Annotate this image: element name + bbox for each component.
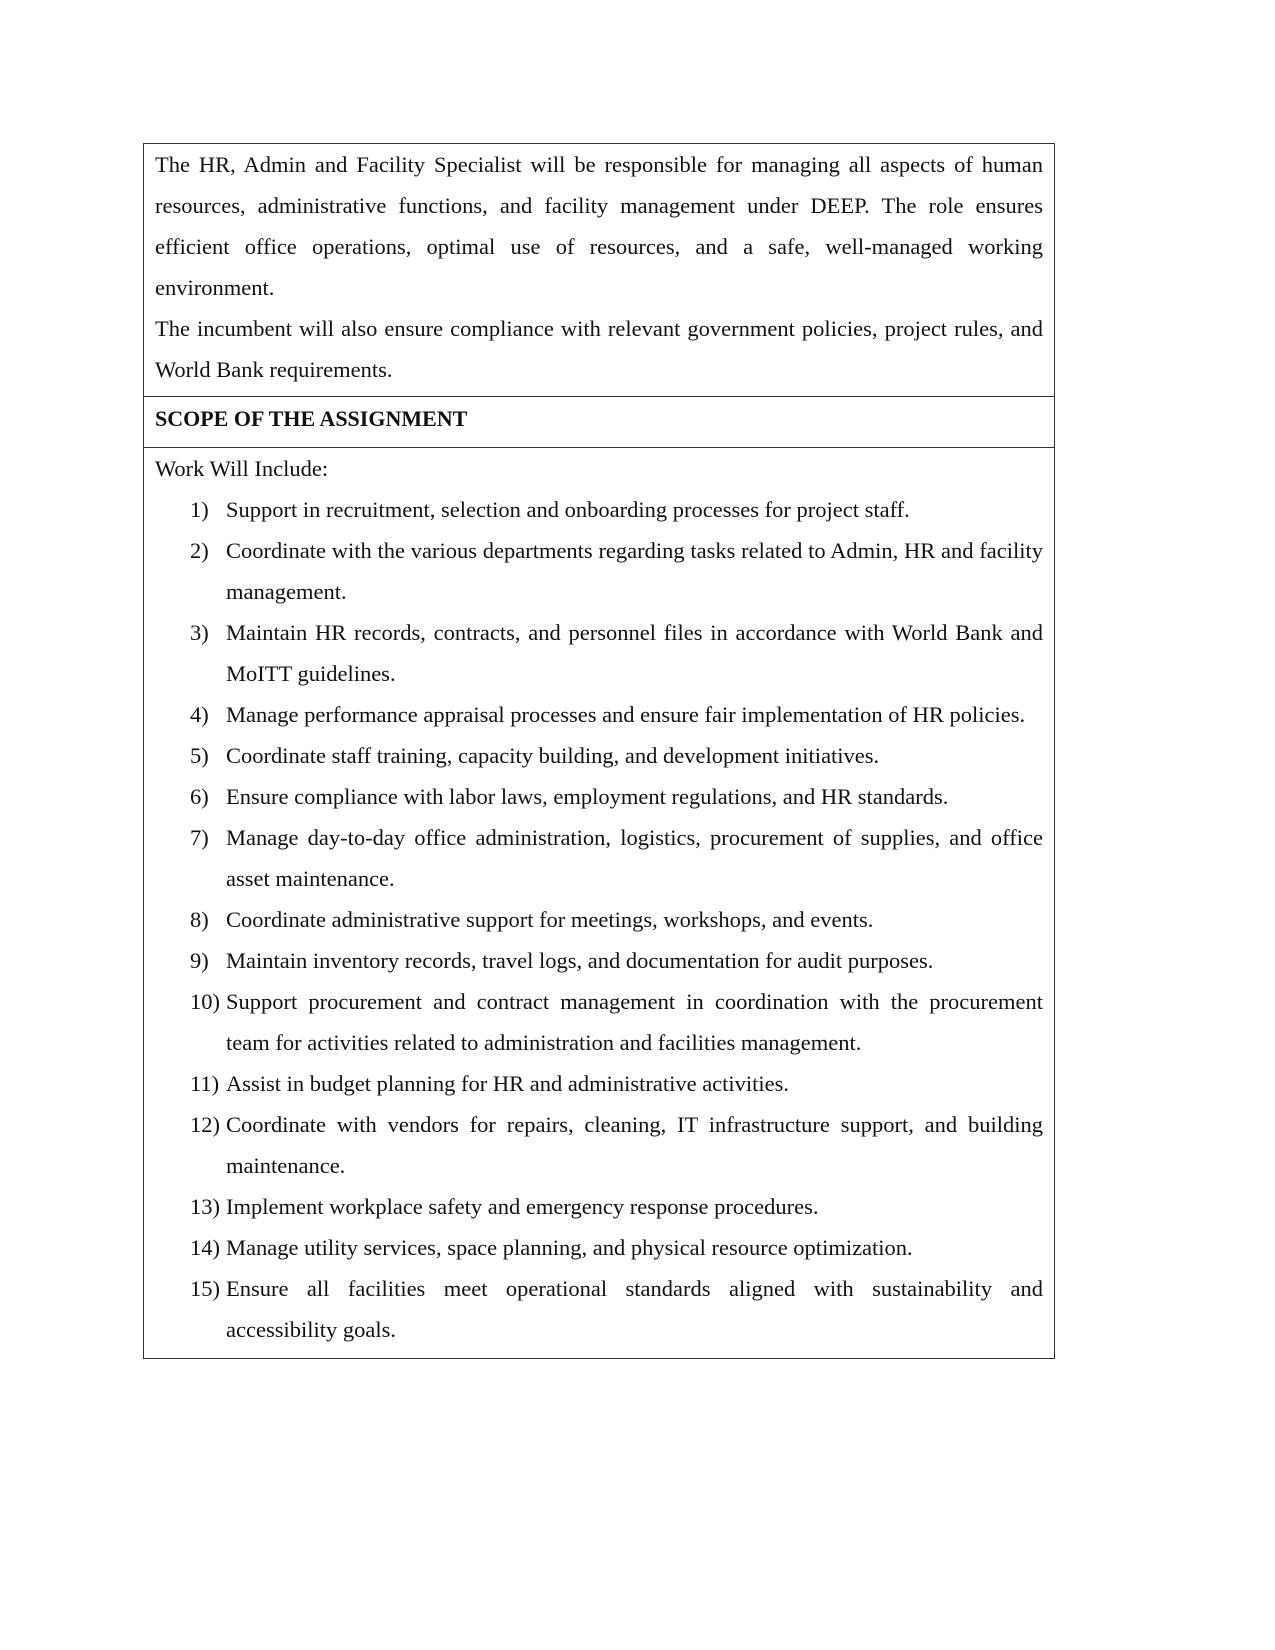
item-text: Coordinate staff training, capacity building, and development initiatives. bbox=[226, 743, 880, 768]
item-text: Manage day-to-day office administration, logistics, procurement of supplies, and office asset maintenance. bbox=[226, 825, 1043, 891]
item-number: 15) bbox=[190, 1276, 220, 1301]
item-number: 9) bbox=[190, 948, 209, 973]
item-number: 14) bbox=[190, 1235, 220, 1260]
terms-of-reference-table bbox=[143, 143, 1055, 1359]
item-text: Manage utility services, space planning, and physical resource optimization. bbox=[226, 1235, 913, 1260]
role-description-paragraph: The HR, Admin and Facility Specialist will be responsible for managing all aspects of human resources, administrative functions, and facility management under DEEP. The role ensures efficient office operations, optimal use of resources, and a safe, well-managed working environment. bbox=[155, 152, 1043, 300]
item-number: 2) bbox=[190, 538, 209, 563]
list-item bbox=[155, 1227, 1043, 1268]
compliance-paragraph: The incumbent will also ensure compliance with relevant government policies, project rules, and World Bank requirements. bbox=[155, 316, 1043, 382]
list-item bbox=[155, 1063, 1043, 1104]
list-item bbox=[155, 735, 1043, 776]
list-item bbox=[155, 817, 1043, 899]
item-text: Maintain HR records, contracts, and personnel files in accordance with World Bank and MoITT guidelines. bbox=[226, 620, 1043, 686]
item-number: 10) bbox=[190, 989, 220, 1014]
item-text: Coordinate administrative support for meetings, workshops, and events. bbox=[226, 907, 874, 932]
item-number: 13) bbox=[190, 1194, 220, 1219]
role-description-cell bbox=[144, 144, 1054, 396]
list-item bbox=[155, 1186, 1043, 1227]
item-number: 4) bbox=[190, 702, 209, 727]
item-number: 5) bbox=[190, 743, 209, 768]
item-number: 1) bbox=[190, 497, 209, 522]
scope-heading: SCOPE OF THE ASSIGNMENT bbox=[144, 396, 1054, 447]
work-lead-text: Work Will Include: bbox=[155, 456, 329, 481]
list-item bbox=[155, 489, 1043, 530]
list-item bbox=[155, 1104, 1043, 1186]
item-number: 12) bbox=[190, 1112, 220, 1137]
list-item bbox=[155, 776, 1043, 817]
item-text: Maintain inventory records, travel logs, and documentation for audit purposes. bbox=[226, 948, 934, 973]
list-item bbox=[155, 981, 1043, 1063]
list-item bbox=[155, 1268, 1043, 1350]
item-number: 3) bbox=[190, 620, 209, 645]
item-text: Ensure all facilities meet operational standards aligned with sustainability and accessibility goals. bbox=[226, 1276, 1043, 1342]
list-item bbox=[155, 612, 1043, 694]
item-number: 11) bbox=[190, 1071, 220, 1096]
item-text: Manage performance appraisal processes and ensure fair implementation of HR policies. bbox=[226, 702, 1026, 727]
item-text: Coordinate with vendors for repairs, cleaning, IT infrastructure support, and building maintenance. bbox=[226, 1112, 1043, 1178]
item-number: 6) bbox=[190, 784, 209, 809]
list-item bbox=[155, 530, 1043, 612]
list-item bbox=[155, 940, 1043, 981]
work-items-list bbox=[155, 489, 1043, 1350]
scope-work-cell bbox=[144, 447, 1054, 1358]
item-text: Implement workplace safety and emergency response procedures. bbox=[226, 1194, 819, 1219]
item-text: Support in recruitment, selection and onboarding processes for project staff. bbox=[226, 497, 910, 522]
item-text: Coordinate with the various departments regarding tasks related to Admin, HR and facility management. bbox=[226, 538, 1043, 604]
item-number: 7) bbox=[190, 825, 209, 850]
item-text: Support procurement and contract management in coordination with the procurement team for activities related to administration and facilities management. bbox=[226, 989, 1043, 1055]
list-item bbox=[155, 899, 1043, 940]
item-text: Ensure compliance with labor laws, employment regulations, and HR standards. bbox=[226, 784, 949, 809]
item-number: 8) bbox=[190, 907, 209, 932]
item-text: Assist in budget planning for HR and administrative activities. bbox=[226, 1071, 790, 1096]
list-item bbox=[155, 694, 1043, 735]
